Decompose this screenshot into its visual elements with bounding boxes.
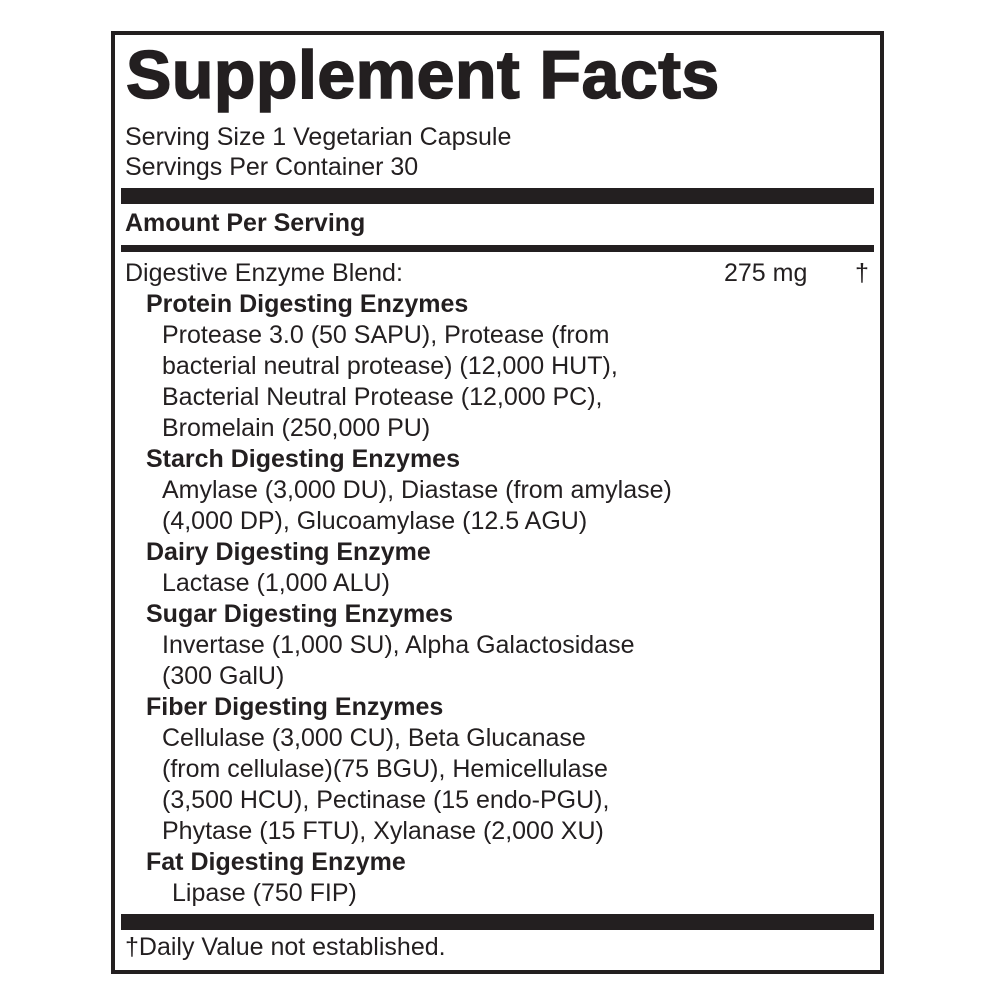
ingredient-line: Protease 3.0 (50 SAPU), Protease (from bbox=[162, 321, 610, 349]
group-heading-dairy: Dairy Digesting Enzyme bbox=[146, 538, 431, 566]
ingredient-line: Bacterial Neutral Protease (12,000 PC), bbox=[162, 383, 603, 411]
blend-name: Digestive Enzyme Blend: bbox=[125, 259, 403, 287]
daily-value-footnote: †Daily Value not established. bbox=[125, 933, 446, 961]
ingredient-line: Lactase (1,000 ALU) bbox=[162, 569, 390, 597]
ingredient-line: Amylase (3,000 DU), Diastase (from amylase) bbox=[162, 476, 672, 504]
group-heading-starch: Starch Digesting Enzymes bbox=[146, 445, 460, 473]
serving-size: Serving Size 1 Vegetarian Capsule bbox=[125, 123, 512, 151]
ingredient-line: Invertase (1,000 SU), Alpha Galactosidase bbox=[162, 631, 635, 659]
amount-per-serving-header: Amount Per Serving bbox=[125, 209, 366, 237]
ingredient-line: (300 GalU) bbox=[162, 662, 285, 690]
servings-per-container: Servings Per Container 30 bbox=[125, 153, 419, 181]
thick-divider-bottom bbox=[121, 914, 874, 930]
ingredient-line: (3,500 HCU), Pectinase (15 endo-PGU), bbox=[162, 786, 610, 814]
ingredient-line: bacterial neutral protease) (12,000 HUT), bbox=[162, 352, 618, 380]
thick-divider-top bbox=[121, 188, 874, 204]
ingredient-line: (from cellulase)(75 BGU), Hemicellulase bbox=[162, 755, 608, 783]
group-heading-fiber: Fiber Digesting Enzymes bbox=[146, 693, 444, 721]
ingredient-line: Bromelain (250,000 PU) bbox=[162, 414, 431, 442]
blend-amount: 275 mg bbox=[724, 259, 808, 287]
ingredient-line: Cellulase (3,000 CU), Beta Glucanase bbox=[162, 724, 586, 752]
ingredient-line: (4,000 DP), Glucoamylase (12.5 AGU) bbox=[162, 507, 588, 535]
medium-divider bbox=[121, 245, 874, 252]
ingredient-line: Lipase (750 FIP) bbox=[172, 879, 357, 907]
ingredient-line: Phytase (15 FTU), Xylanase (2,000 XU) bbox=[162, 817, 604, 845]
panel-title: Supplement Facts bbox=[126, 37, 720, 113]
blend-dv-symbol: † bbox=[855, 259, 869, 287]
group-heading-protein: Protein Digesting Enzymes bbox=[146, 290, 469, 318]
group-heading-sugar: Sugar Digesting Enzymes bbox=[146, 600, 454, 628]
group-heading-fat: Fat Digesting Enzyme bbox=[146, 848, 406, 876]
